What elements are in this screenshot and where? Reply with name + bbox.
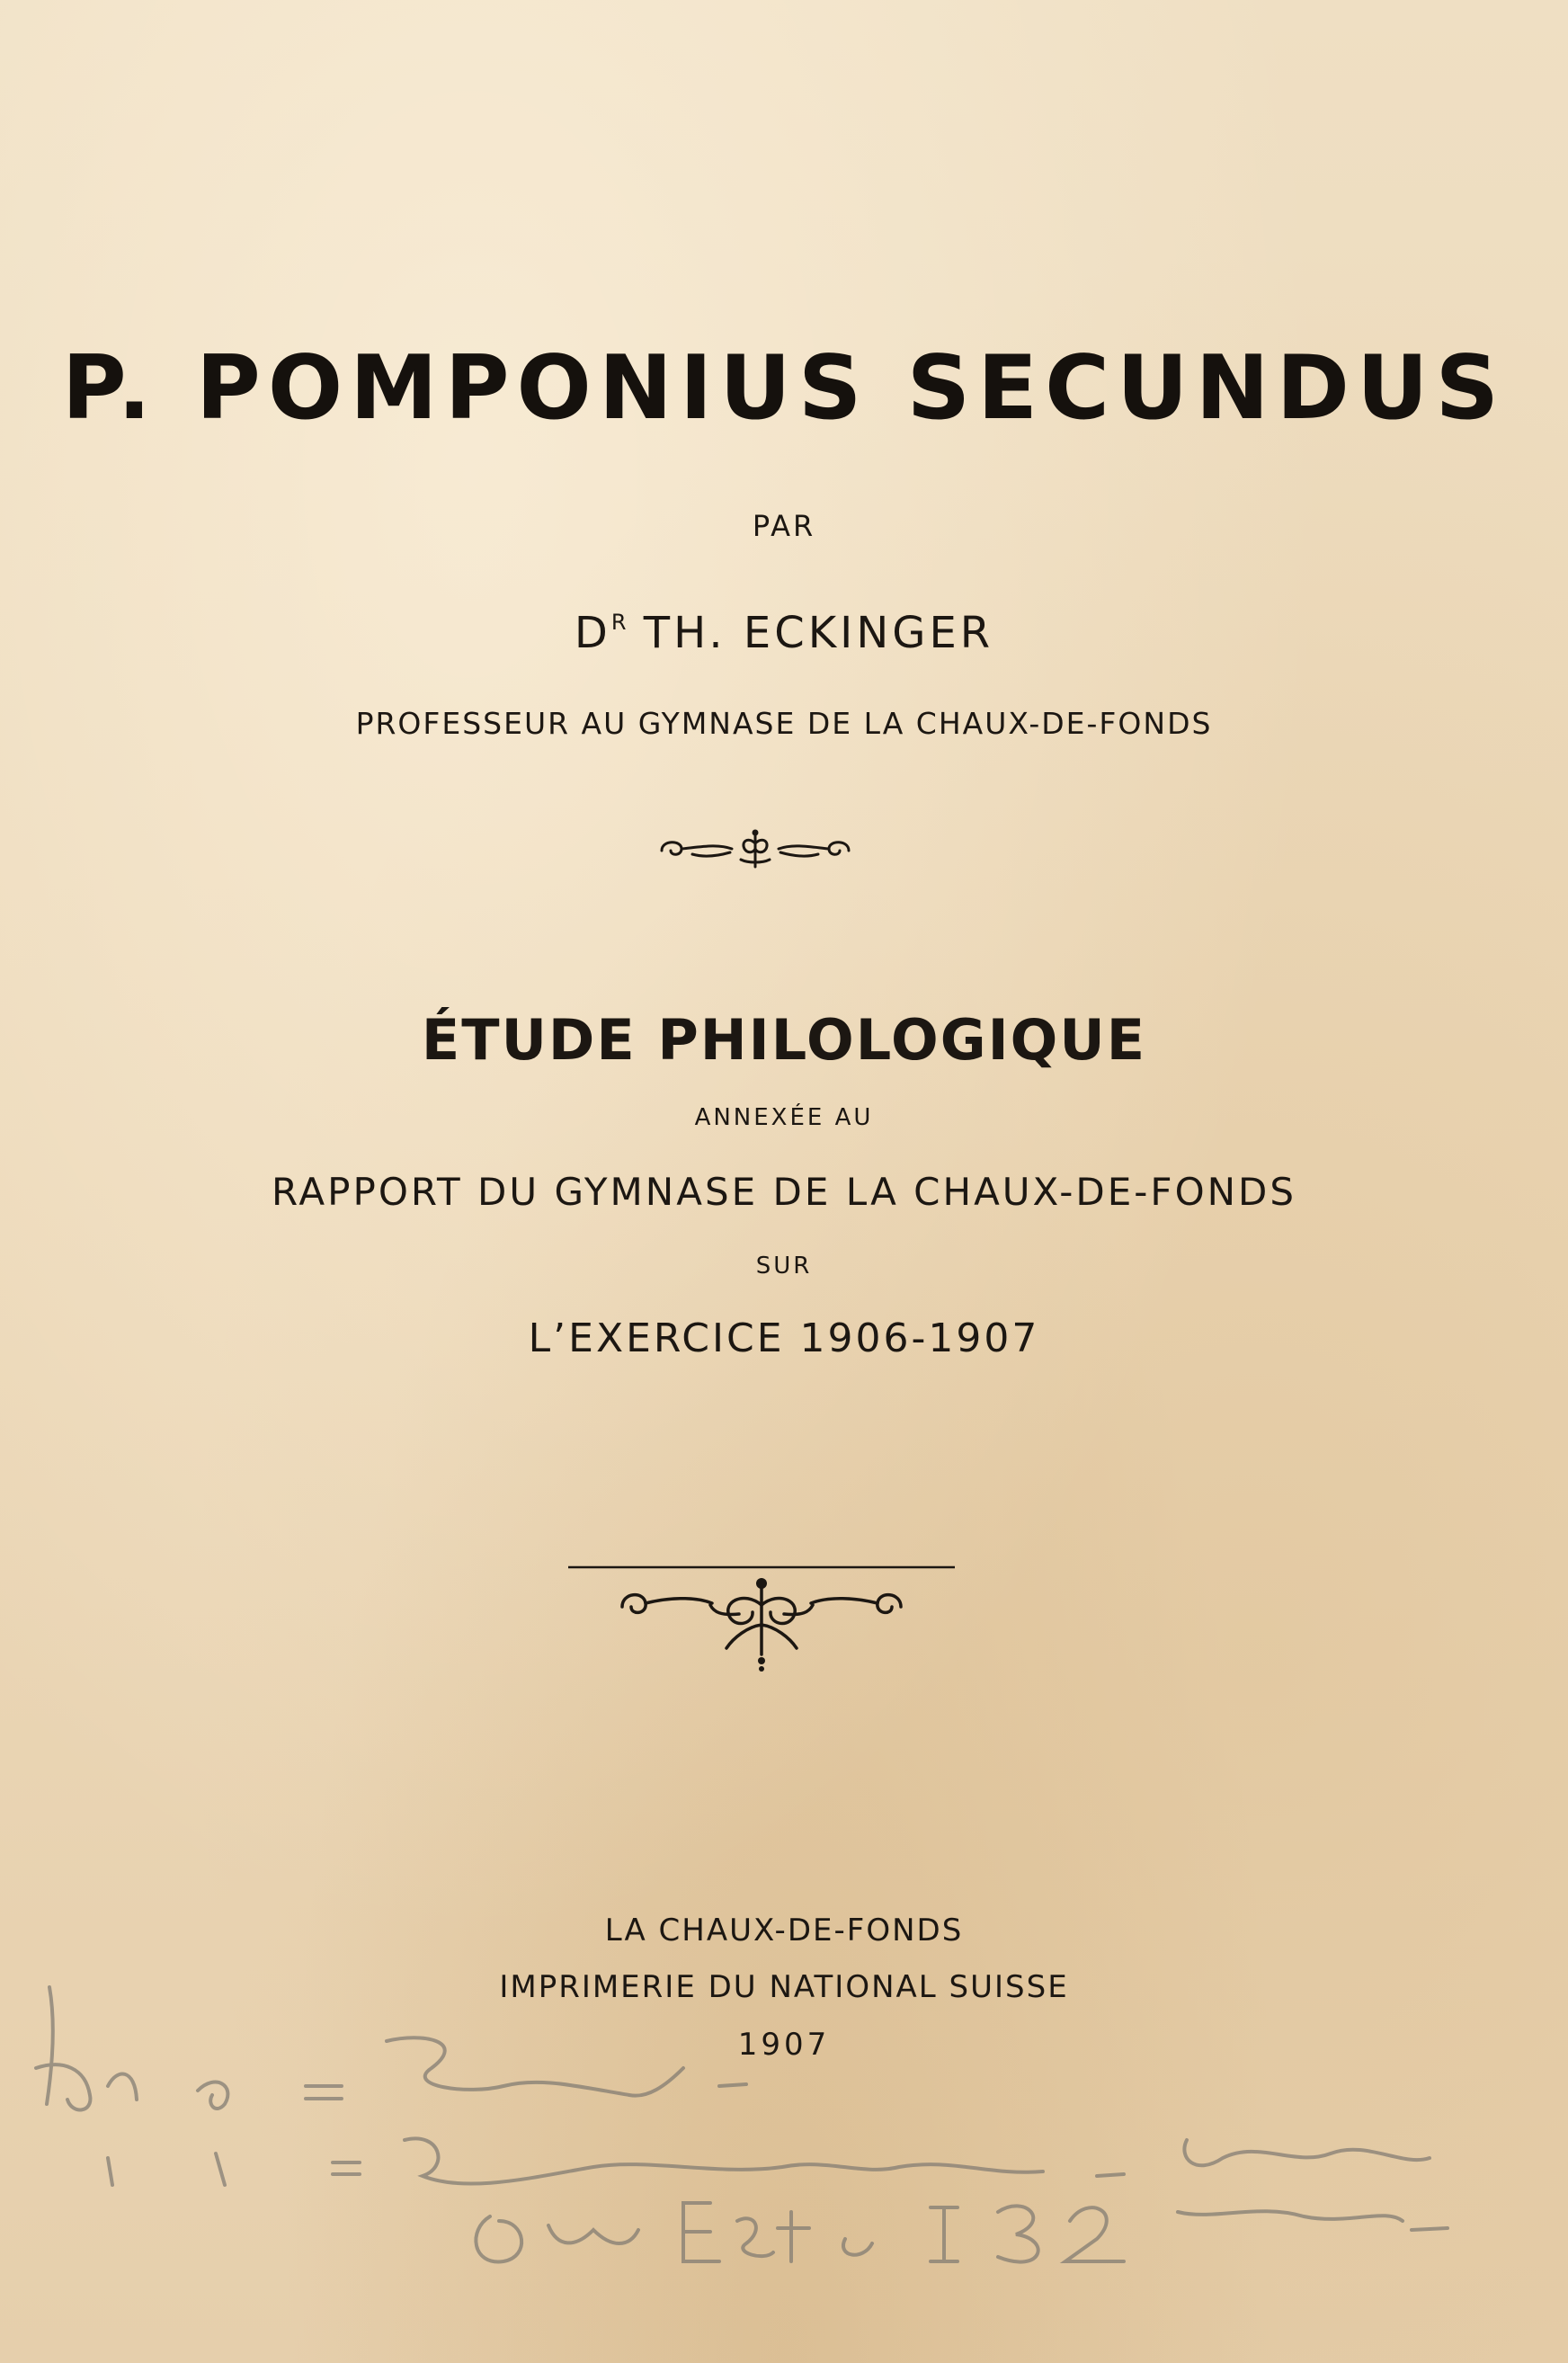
- author-prefix: D: [574, 608, 611, 658]
- book-title: P. POMPONIUS SECUNDUS: [61, 337, 1507, 440]
- author-position: PROFESSEUR AU GYMNASE DE LA CHAUX-DE-FONDS: [355, 706, 1213, 741]
- study-title: ÉTUDE PHILOLOGIQUE: [421, 1007, 1147, 1073]
- on-label: SUR: [755, 1253, 813, 1280]
- exercise-year: L’EXERCICE 1906-1907: [528, 1315, 1040, 1361]
- author-name: [0, 608, 1568, 658]
- imprint-printer: IMPRIMERIE DU NATIONAL SUISSE: [499, 1969, 1069, 2005]
- author-prefix-superscript: R: [610, 610, 627, 635]
- author-surname: TH. ECKINGER: [626, 608, 994, 658]
- by-label: PAR: [752, 509, 816, 543]
- annexed-label: ANNEXÉE AU: [694, 1104, 874, 1131]
- fleuron-ornament-icon: [568, 1560, 955, 1672]
- imprint-city: LA CHAUX-DE-FONDS: [604, 1913, 964, 1948]
- imprint-year: 1907: [737, 2027, 831, 2063]
- report-title: RAPPORT DU GYMNASE DE LA CHAUX-DE-FONDS: [271, 1170, 1297, 1214]
- scroll-ornament-icon: [655, 827, 856, 872]
